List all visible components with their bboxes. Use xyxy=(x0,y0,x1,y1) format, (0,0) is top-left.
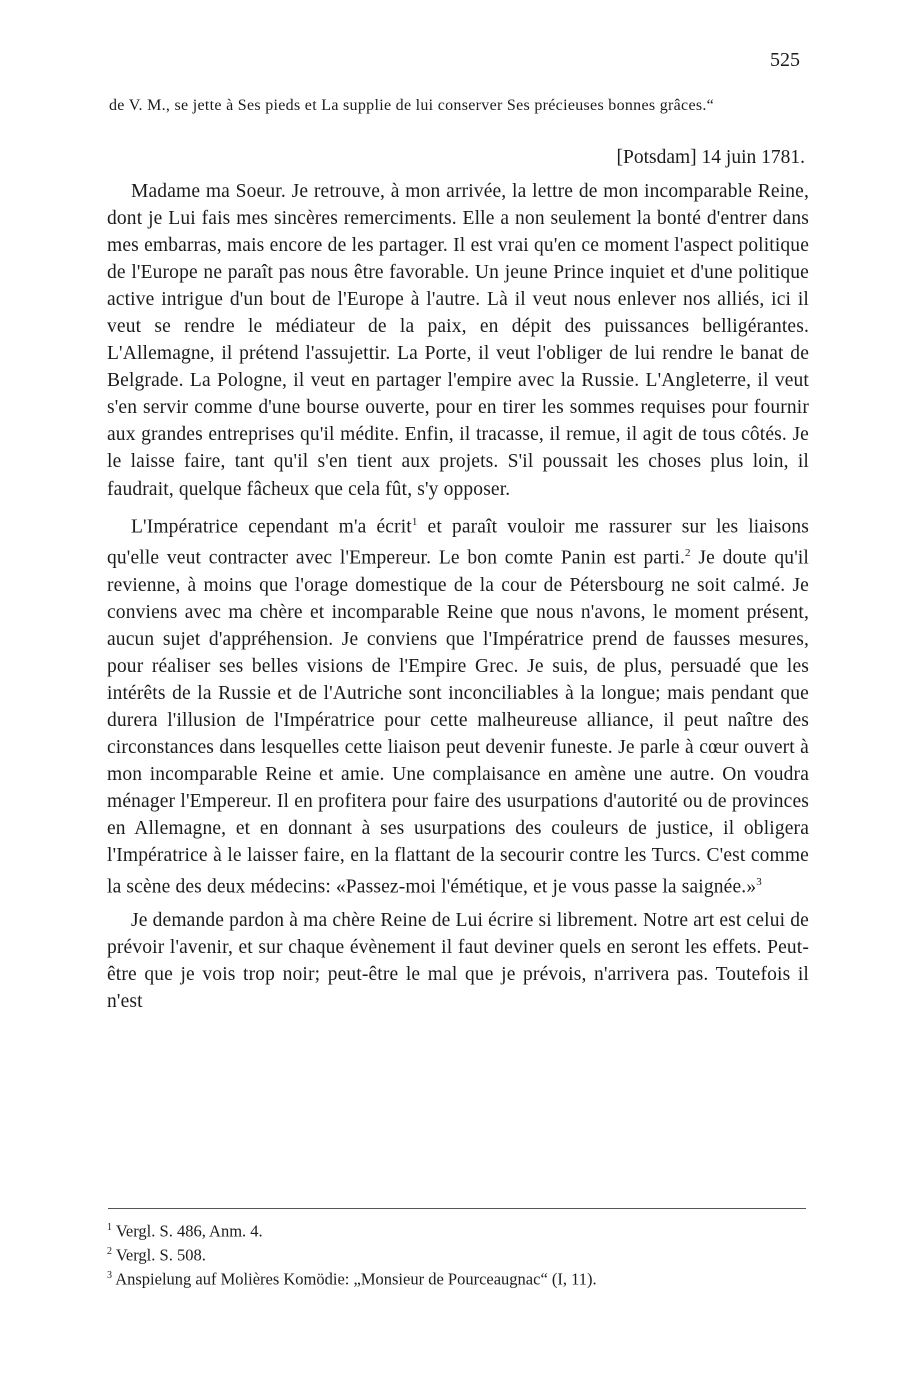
footnote-text: Vergl. S. 508. xyxy=(115,1245,206,1265)
footnote-text: Vergl. S. 486, Anm. 4. xyxy=(115,1221,263,1241)
letter-body xyxy=(107,178,809,1015)
paragraph-1 xyxy=(107,178,809,503)
footnote-1 xyxy=(107,1218,817,1242)
dateline: [Potsdam] 14 juin 1781. xyxy=(616,147,805,168)
footnotes xyxy=(107,1218,817,1290)
paragraph-3 xyxy=(107,907,809,1015)
footnote-text: Anspielung auf Molières Komödie: „Monsieur de Pourceaugnac“ (I, 11). xyxy=(115,1269,597,1289)
footnote-ref-3: 3 xyxy=(756,876,762,889)
footnote-rule xyxy=(108,1208,806,1209)
page-number: 525 xyxy=(770,49,800,71)
paragraph-2-text-c: Je doute qu'il revienne, à moins que l'orage domestique de la cour de Pétersbourg ne soit calmé. Je conviens avec ma chère et incomparable Reine que nous n'avons, le moment présent, aucun sujet d'appréhension. Je conviens que l'Impératrice prend de fausses mesures, pour réaliser ses belles visions de l'Empire Grec. Je suis, de plus, persuadé que les intérêts de la Russie et de l'Autriche sont inconciliables à la longue; mais pendant que durera l'illusion de l'Impératrice pour cette malheureuse alliance, il peut naître des circonstances dans lesquelles cette liaison peut devenir funeste. Je parle à cœur ouvert à mon incomparable Reine et amie. Une complaisance en amène une autre. On voudra ménager l'Empereur. Il en profitera pour faire des usurpations d'autorité ou de provinces en Allemagne, et en donnant à ses usurpations des couleurs de justice, il obligera l'Impératrice à le laisser faire, en la flattant de la secourir contre les Turcs. C'est comme la scène des deux médecins: «Passez-moi l'émétique, et je vous passe la saignée.» xyxy=(107,547,809,898)
footnote-ref-1: 1 xyxy=(411,515,418,528)
footnote-3 xyxy=(107,1266,817,1290)
intro-text: de V. M., se jette à Ses pieds et La supplie de lui conserver Ses précieuses bonnes grâces.“ xyxy=(109,97,715,114)
footnote-mark: 3 xyxy=(107,1270,112,1281)
footnote-mark: 1 xyxy=(107,1222,112,1233)
footnote-ref-2: 2 xyxy=(685,547,691,560)
paragraph-2-text-b: et paraît vouloir me rassurer sur les liaisons qu'elle veut contracter avec l'Empereur. Le bon comte Panin est parti. xyxy=(107,516,809,569)
footnote-2 xyxy=(107,1242,817,1266)
paragraph-3-text: Je demande pardon à ma chère Reine de Lui écrire si librement. Notre art est celui de prévoir l'avenir, et sur chaque évènement il faut deviner quels en seront les effets. Peut-être que je vois trop noir; peut-être le mal que je prévois, n'arrivera pas. Toutefois il n'est xyxy=(107,909,809,1012)
paragraph-1-text: Madame ma Soeur. Je retrouve, à mon arrivée, la lettre de mon incomparable Reine, dont je Lui fais mes sincères remerciments. Elle a non seulement la bonté d'entrer dans mes embarras, mais encore de les partager. Il est vrai qu'en ce moment l'aspect politique de l'Europe ne paraît pas nous être favorable. Un jeune Prince inquiet et d'une politique active intrigue d'un bout de l'Europe à l'autre. Là il veut nous enlever nos alliés, ici il veut se rendre le médiateur de la paix, en dépit des puissances belligérantes. L'Allemagne, il prétend l'assujettir. La Porte, il veut l'obliger de lui rendre le banat de Belgrade. La Pologne, il veut en partager l'empire avec la Russie. L'Angleterre, il veut s'en servir comme d'une bourse ouverte, pour en tirer les sommes requises pour fournir aux grandes entreprises qu'il médite. Enfin, il tracasse, il remue, il agit de tous côtés. Je le laisse faire, tant qu'il s'en tient aux projets. S'il poussait les choses plus loin, il faudrait, quelque fâcheux que cela fût, s'y opposer. xyxy=(107,181,809,500)
footnote-mark: 2 xyxy=(107,1246,112,1257)
paragraph-2 xyxy=(107,509,809,901)
paragraph-2-text-a: L'Impératrice cependant m'a écrit xyxy=(131,516,412,538)
